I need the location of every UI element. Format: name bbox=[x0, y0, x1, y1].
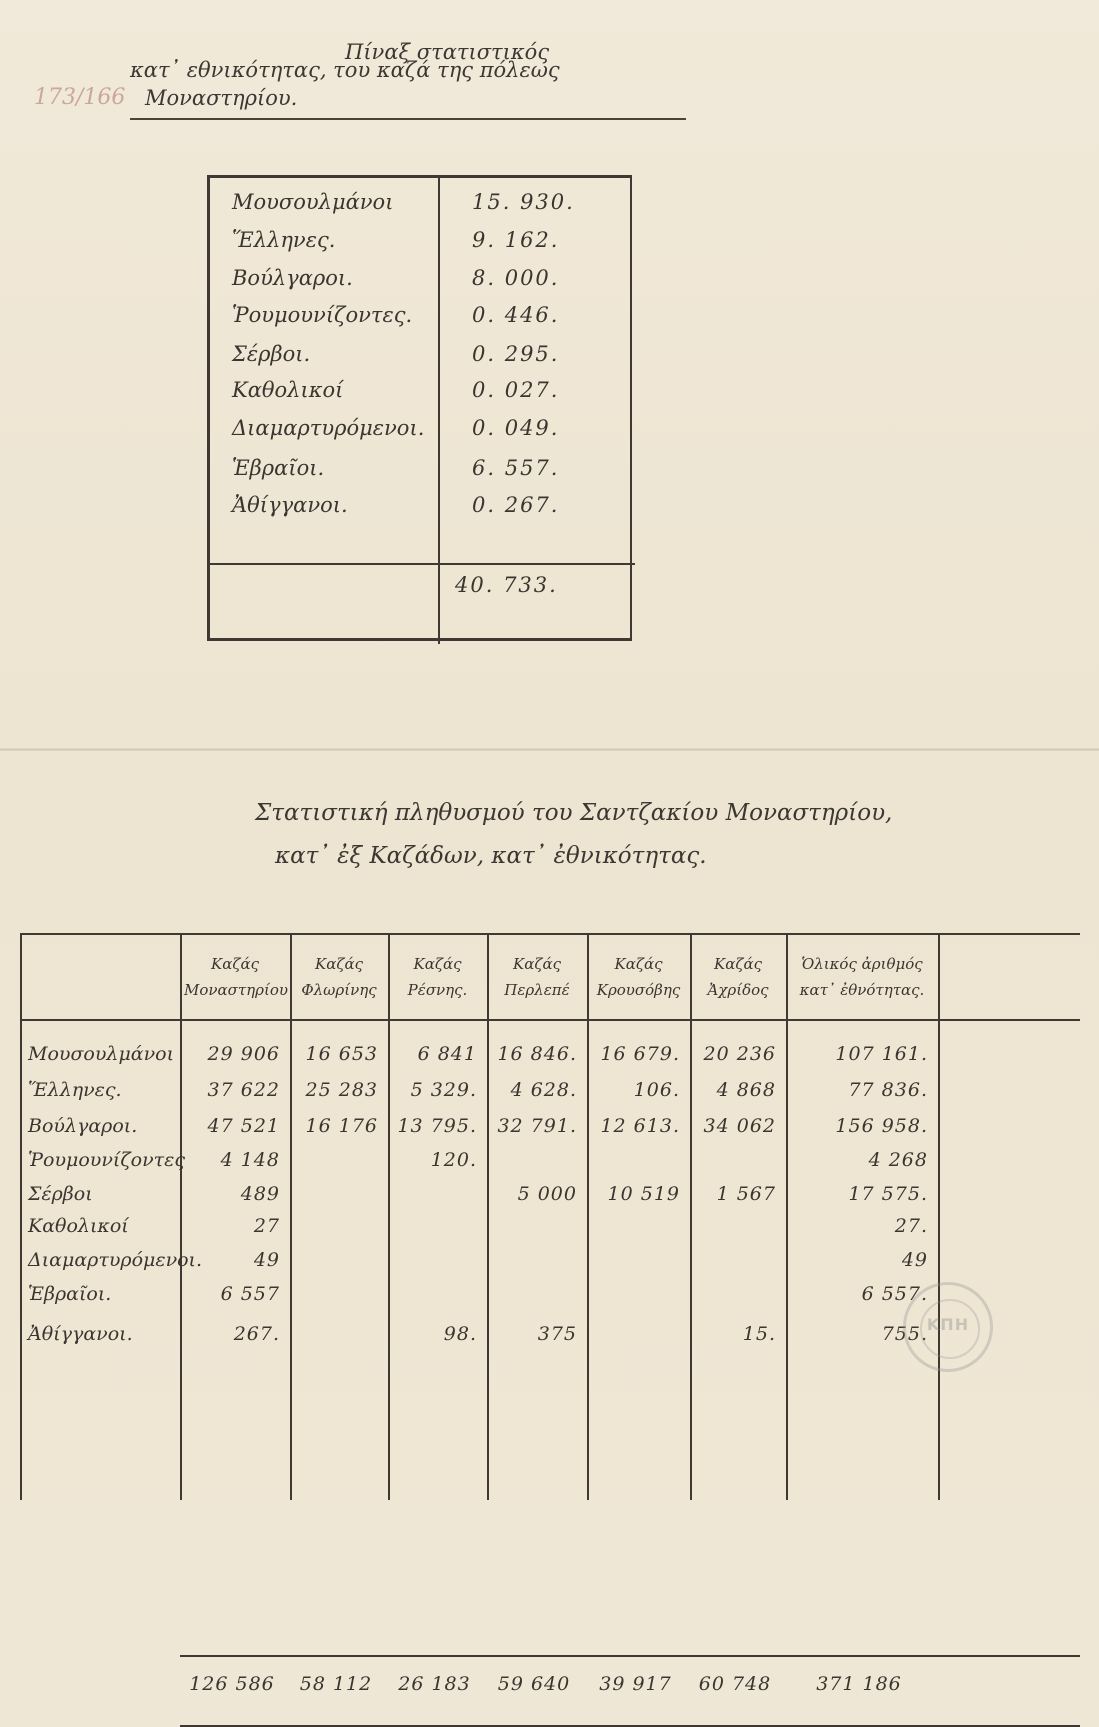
table-cell: 156 958. bbox=[835, 1115, 928, 1137]
table-cell: 25 283 bbox=[305, 1079, 378, 1101]
total-value: 40. 733. bbox=[455, 573, 558, 597]
row-label: Ἑβραῖοι. bbox=[28, 1283, 112, 1305]
row-label: Ἀθίγγανοι. bbox=[232, 493, 348, 517]
population-table bbox=[20, 933, 1099, 1695]
table-cell: 98. bbox=[443, 1323, 477, 1345]
table-cell: 29 906 bbox=[207, 1043, 280, 1065]
table-cell: 16 846. bbox=[497, 1043, 577, 1065]
column-header: Μοναστηρίου bbox=[184, 981, 289, 999]
table-row bbox=[210, 338, 635, 374]
total-cell: 60 748 bbox=[698, 1673, 772, 1695]
total-rule bbox=[210, 563, 635, 565]
table-row bbox=[210, 412, 635, 448]
table-cell: 17 575. bbox=[848, 1183, 928, 1205]
table-row bbox=[210, 299, 635, 335]
row-label: Σέρβοι. bbox=[232, 342, 311, 366]
table-cell: 4 148 bbox=[220, 1149, 280, 1171]
table-cell: 13 795. bbox=[397, 1115, 477, 1137]
title-line-2: κατ᾽ εθνικότητας, του καζά της πόλεως bbox=[130, 58, 560, 82]
row-value: 6. 557. bbox=[472, 456, 560, 480]
table-cell: 107 161. bbox=[835, 1043, 928, 1065]
title-line-3: Μοναστηρίου. bbox=[145, 86, 298, 110]
column-header: Ρέσνης. bbox=[407, 981, 468, 999]
table-cell: 375 bbox=[537, 1323, 577, 1345]
summary-table bbox=[207, 175, 632, 641]
table-cell: 20 236 bbox=[703, 1043, 776, 1065]
row-label: Ἕλληνες. bbox=[28, 1079, 122, 1101]
table-row bbox=[210, 452, 635, 488]
row-label: Μουσουλμάνοι bbox=[28, 1043, 175, 1065]
table-cell: 6 841 bbox=[417, 1043, 477, 1065]
table-cell: 5 329. bbox=[410, 1079, 477, 1101]
row-label: Διαμαρτυρόμενοι. bbox=[232, 416, 425, 440]
table-cell: 5 000 bbox=[517, 1183, 577, 1205]
column-header: Ἀχρίδος bbox=[707, 981, 769, 999]
table-cell: 27 bbox=[253, 1215, 280, 1237]
column-header: Καζάς bbox=[315, 955, 363, 973]
row-value: 0. 049. bbox=[472, 416, 560, 440]
column-rule bbox=[690, 933, 692, 1500]
column-rule bbox=[388, 933, 390, 1500]
table-cell: 755. bbox=[881, 1323, 928, 1345]
table-cell: 1 567 bbox=[716, 1183, 776, 1205]
archive-number: 173/166 bbox=[34, 85, 126, 110]
table-cell: 6 557. bbox=[861, 1283, 928, 1305]
row-value: 0. 446. bbox=[472, 303, 560, 327]
page-fold bbox=[0, 748, 1099, 751]
total-cell: 58 112 bbox=[299, 1673, 373, 1695]
table-cell: 16 679. bbox=[600, 1043, 680, 1065]
row-value: 9. 162. bbox=[472, 228, 560, 252]
table-cell: 77 836. bbox=[848, 1079, 928, 1101]
table-cell: 489 bbox=[240, 1183, 280, 1205]
total-cell: 39 917 bbox=[599, 1673, 672, 1695]
row-label: Ἕλληνες. bbox=[232, 228, 336, 252]
seal-text: ΚΠΗ bbox=[926, 1315, 970, 1334]
row-label: Ῥουμουνίζοντες. bbox=[232, 303, 413, 327]
table-cell: 16 653 bbox=[305, 1043, 378, 1065]
row-label: Καθολικοί bbox=[28, 1215, 129, 1237]
table-row bbox=[210, 489, 635, 525]
table-row bbox=[210, 262, 635, 298]
row-label: Βούλγαροι. bbox=[28, 1115, 138, 1137]
table-cell: 47 521 bbox=[207, 1115, 280, 1137]
total-cell: 59 640 bbox=[497, 1673, 571, 1695]
row-label: Σέρβοι bbox=[28, 1183, 93, 1205]
table-cell: 16 176 bbox=[305, 1115, 378, 1137]
total-cell: 26 183 bbox=[398, 1673, 471, 1695]
row-label: Ἀθίγγανοι. bbox=[28, 1323, 133, 1345]
row-value: 0. 027. bbox=[472, 378, 560, 402]
table-row bbox=[210, 374, 635, 410]
column-rule bbox=[938, 933, 940, 1500]
total-cell: 126 586 bbox=[189, 1673, 275, 1695]
table-cell: 106. bbox=[633, 1079, 680, 1101]
row-label: Ἑβραῖοι. bbox=[232, 456, 325, 480]
column-header: Καζάς bbox=[211, 955, 259, 973]
table-cell: 267. bbox=[233, 1323, 280, 1345]
column-header: Καζάς bbox=[513, 955, 561, 973]
column-header: Καζάς bbox=[714, 955, 762, 973]
column-rule bbox=[290, 933, 292, 1500]
column-header: κατ᾽ ἐθνότητας. bbox=[799, 981, 925, 999]
column-rule bbox=[487, 933, 489, 1500]
table-cell: 4 628. bbox=[510, 1079, 577, 1101]
column-header: Καζάς bbox=[614, 955, 663, 973]
column-rule bbox=[786, 933, 788, 1500]
table-cell: 27. bbox=[894, 1215, 928, 1237]
title-line-1: Πίναξ στατιστικός bbox=[345, 40, 550, 64]
row-label: Βούλγαροι. bbox=[232, 266, 353, 290]
table-cell: 6 557 bbox=[220, 1283, 280, 1305]
row-value: 8. 000. bbox=[472, 266, 560, 290]
column-rule bbox=[587, 933, 589, 1500]
row-label: Μουσουλμάνοι bbox=[232, 190, 394, 214]
column-header: Περλεπέ bbox=[504, 981, 570, 999]
table-row bbox=[210, 224, 635, 260]
row-value: 0. 267. bbox=[472, 493, 560, 517]
table-cell: 49 bbox=[901, 1249, 928, 1271]
table-cell: 10 519 bbox=[607, 1183, 680, 1205]
table-cell: 34 062 bbox=[703, 1115, 776, 1137]
column-rule bbox=[180, 933, 182, 1500]
row-value: 0. 295. bbox=[472, 342, 560, 366]
column-header: Κρουσόβης bbox=[596, 981, 681, 999]
table-cell: 15. bbox=[742, 1323, 776, 1345]
column-header: Ὁλικός ἀριθμός bbox=[801, 955, 923, 973]
table-cell: 37 622 bbox=[207, 1079, 280, 1101]
row-label: Διαμαρτυρόμενοι. bbox=[28, 1249, 203, 1271]
second-title-line-1: Στατιστική πληθυσμού του Σαντζακίου Μοναστηρίου, bbox=[255, 800, 893, 826]
column-header: Καζάς bbox=[413, 955, 462, 973]
row-label: Ῥουμουνίζοντες bbox=[28, 1149, 185, 1171]
row-label: Καθολικοί bbox=[232, 378, 344, 402]
total-cell: 371 186 bbox=[816, 1673, 902, 1695]
second-title-line-2: κατ᾽ ἐξ Καζάδων, κατ᾽ ἐθνικότητας. bbox=[275, 843, 707, 869]
column-header: Φλωρίνης bbox=[301, 981, 377, 999]
table-cell: 4 868 bbox=[716, 1079, 776, 1101]
table-cell: 120. bbox=[430, 1149, 477, 1171]
table-row bbox=[210, 186, 635, 222]
table-cell: 32 791. bbox=[497, 1115, 577, 1137]
table-cell: 49 bbox=[253, 1249, 280, 1271]
title-underline bbox=[130, 118, 686, 120]
row-value: 15. 930. bbox=[472, 190, 575, 214]
archive-seal bbox=[903, 1282, 993, 1372]
table-cell: 4 268 bbox=[868, 1149, 928, 1171]
table-cell: 12 613. bbox=[600, 1115, 680, 1137]
